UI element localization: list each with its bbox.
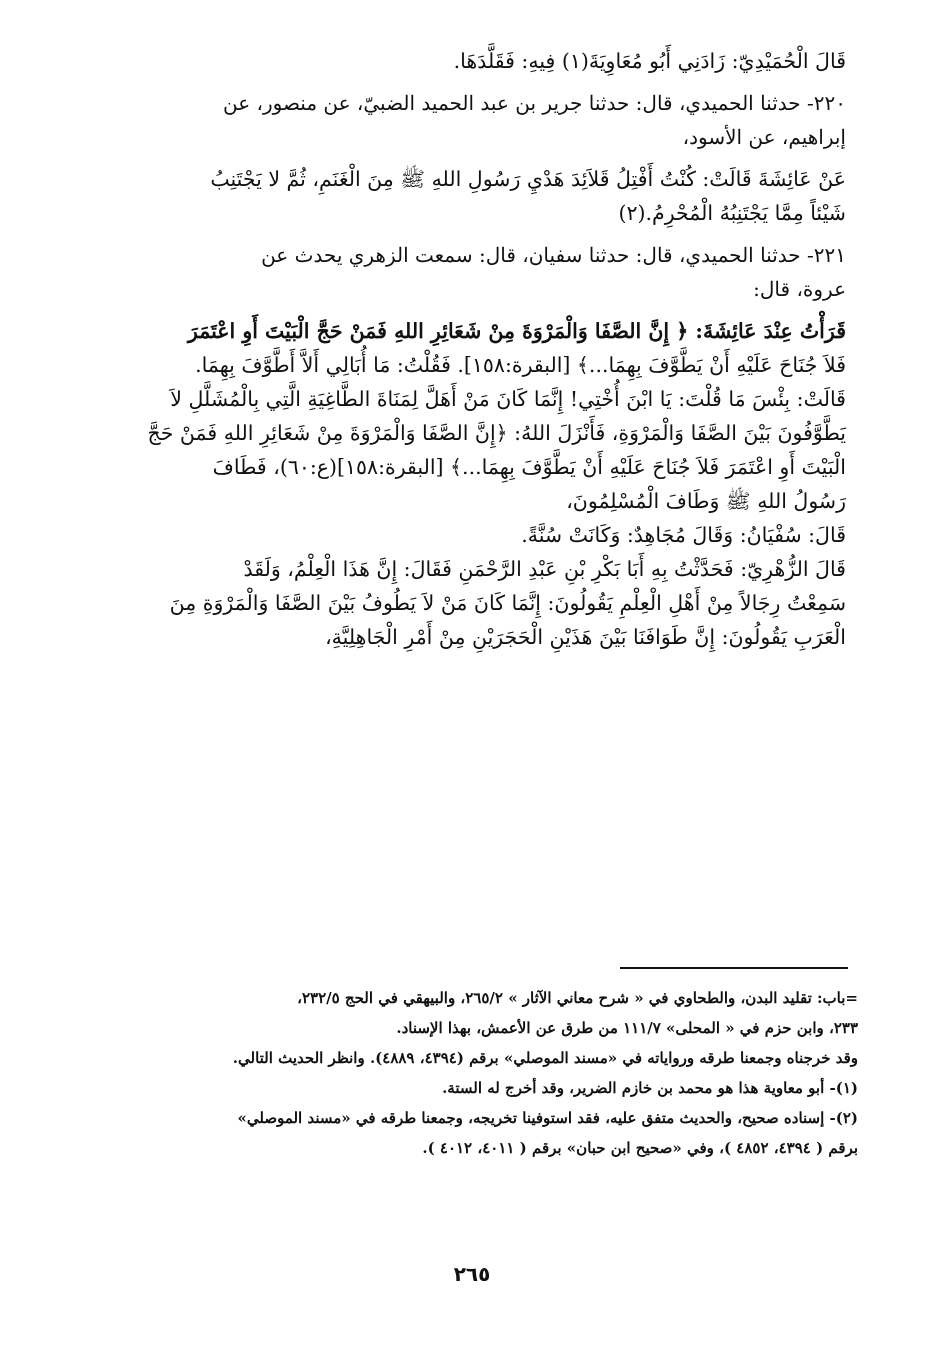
text-line: فَلاَ جُنَاحَ عَلَيْهِ أَنْ يَطَّوَّفَ بِهِمَا...﴾ [البقرة:١٥٨]. فَقُلْتُ: مَا أُبَالِي أَلاَّ أَطَّوَّفَ بِهِمَا. [195,353,846,377]
main-text-block [64,44,846,654]
text-line: قَالَ: سُفْيَانُ: وَقَالَ مُجَاهِدٌ: وَكَانَتْ سُنَّةً. [521,523,846,547]
text-line: يَطَّوَّفُونَ بَيْنَ الصَّفَا وَالْمَرْوَةِ، فَأَنْزَلَ اللهُ: ﴿إِنَّ الصَّفَا وَالْمَرْوَةَ مِنْ شَعَائِرِ اللهِ فَمَنْ حَجَّ [147,421,846,445]
footnote-divider [620,967,848,969]
text-line: الْبَيْتَ أَوِ اعْتَمَرَ فَلاَ جُنَاحَ عَلَيْهِ أَنْ يَطَّوَّفَ بِهِمَا...﴾ [البقرة:١٥٨](ع:٦٠)، فَطَافَ [212,455,846,479]
hadith-221-isnad-line: ٢٢١- حدثنا الحميدي، قال: حدثنا سفيان، قال: سمعت الزهري يحدث عن [261,243,846,267]
footnote-1: (١)- أبو معاوية هذا هو محمد بن خازم الضرير، وقد أخرج له الستة. [442,1079,858,1097]
text-line: قَالَ الْحُمَيْدِيّ: زَادَنِي أَبُو مُعَاوِيَةَ(١) فِيهِ: فَقَلَّدَهَا. [453,49,846,73]
text-line: قَالَ الزُّهْرِيّ: فَحَدَّثْتُ بِهِ أَبَا بَكْرِ بْنِ عَبْدِ الرَّحْمَنِ فَقَالَ: إِنَّ هَذَا الْعِلْمُ، وَلَقَدْ [243,557,846,581]
hadith-220-matn-line: عَنْ عَائِشَةَ قَالَتْ: كُنْتُ أَفْتِلُ قَلاَئِدَ هَدْيِ رَسُولِ اللهِ ﷺ مِنَ الْغَنَمِ، ثُمَّ لا يَجْتَنِبُ [210,167,846,191]
hadith-220-isnad-line: ٢٢٠- حدثنا الحميدي، قال: حدثنا جرير بن عبد الحميد الضبيّ، عن منصور، عن [222,91,846,115]
footnotes-block [70,985,858,1165]
text-line: الْعَرَبِ يَقُولُونَ: إِنَّ طَوَافَنَا بَيْنَ هَذَيْنِ الْحَجَرَيْنِ مِنْ أَمْرِ الْجَاهِلِيَّةِ، [325,625,846,649]
text-line: سَمِعْتُ رِجَالاً مِنْ أَهْلِ الْعِلْمِ يَقُولُونَ: إِنَّمَا كَانَ مَنْ لاَ يَطُوفُ بَيْنَ الصَّفَا وَالْمَرْوَةِ مِنَ [169,591,846,615]
text-line: قَالَتْ: بِئْسَ مَا قُلْتَ: يَا ابْنَ أُخْتِي! إِنَّمَا كَانَ مَنْ أَهَلَّ لِمَنَاةَ الطَّاغِيَةِ الَّتِي بِالْمُشَلَّلِ لاَ [170,387,846,411]
hadith-221-matn-line: قَرَأْتُ عِنْدَ عَائِشَةَ: ﴿ إِنَّ الصَّفَا وَالْمَرْوَةَ مِنْ شَعَائِرِ اللهِ فَمَنْ حَجَّ الْبَيْتَ أَوِ اعْتَمَرَ [187,319,846,343]
footnote-2: (٢)- إسناده صحيح، والحديث متفق عليه، فقد استوفينا تخريجه، وجمعنا طرقه في «مسند الموصلي» [237,1109,858,1127]
text-line: شَيْئاً مِمَّا يَجْتَنِبُهُ الْمُحْرِمُ.(٢) [618,201,846,225]
text-line: إبراهيم، عن الأسود، [682,125,846,149]
text-line: عروة، قال: [753,277,846,301]
text-line: رَسُولُ اللهِ ﷺ وَطَافَ الْمُسْلِمُونَ، [566,489,846,513]
footnote-line: =باب: تقليد البدن، والطحاوي في « شرح معاني الآثار » ٢٦٥/٢، والبيهقي في الحج ٢٣٢/٥، [297,989,858,1007]
footnote-line: برقم ( ٤٣٩٤، ٤٨٥٢ )، وفي «صحيح ابن حبان» برقم ( ٤٠١١، ٤٠١٢ ). [422,1139,858,1157]
footnote-line: ٢٣٣، وابن حزم في « المحلى» ١١١/٧ من طرق عن الأعمش، بهذا الإسناد. [396,1019,858,1037]
page-number: ٢٦٥ [453,1262,491,1286]
footnote-line: وقد خرجناه وجمعنا طرقه ورواياته في «مسند الموصلي» برقم (٤٣٩٤، ٤٨٨٩). وانظر الحديث التالي. [232,1049,858,1067]
